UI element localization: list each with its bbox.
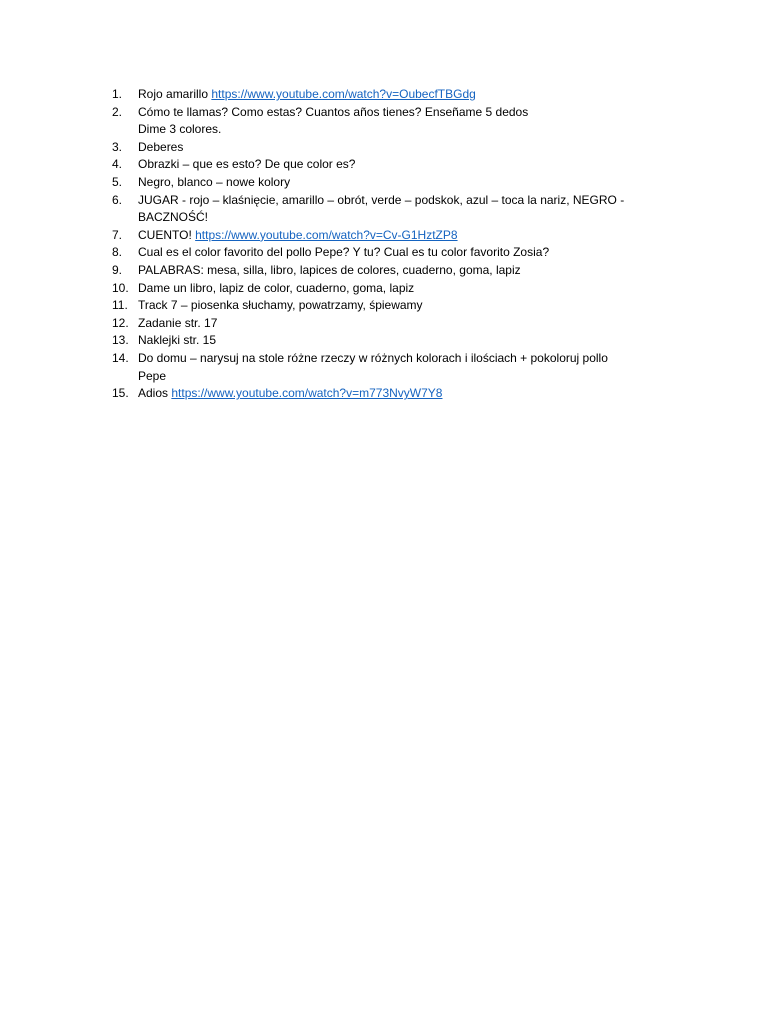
item-number: 1. — [112, 87, 123, 101]
item-text-line: Cómo te llamas? Como estas? Cuantos años tienes? Enseñame 5 dedos — [138, 104, 529, 119]
item-text-line: BACZNOŚĆ! — [138, 210, 209, 225]
item-text-line: JUGAR - rojo – klaśnięcie, amarillo – obrót, verde – podskok, azul – toca la nariz, NEGRO - — [138, 192, 625, 207]
item-number: 11. — [112, 298, 128, 313]
item-number: 9. — [112, 262, 123, 277]
item-number: 6. — [112, 192, 123, 207]
list-item — [104, 315, 664, 333]
item-number: 4. — [112, 157, 123, 172]
item-text-wrapper — [138, 104, 664, 139]
item-text: Rojo amarillo — [138, 87, 212, 101]
item-text-wrapper — [138, 350, 664, 385]
item-number: 8. — [112, 245, 123, 260]
item-number: 13. — [112, 333, 129, 348]
list-item — [104, 297, 664, 315]
list-item — [104, 280, 664, 298]
list-item — [104, 156, 664, 174]
item-text: Obrazki – que es esto? De que color es? — [138, 157, 356, 172]
item-text-wrapper — [138, 227, 664, 245]
item-text-wrapper — [138, 86, 664, 104]
list-item — [104, 227, 664, 245]
list-item — [104, 174, 664, 192]
item-text-wrapper — [138, 385, 664, 403]
list-item — [104, 192, 664, 227]
item-text: Dame un libro, lapiz de color, cuaderno, goma, lapiz — [138, 280, 415, 295]
item-number: 15. — [112, 386, 129, 401]
item-text: Zadanie str. 17 — [138, 315, 218, 330]
item-text: CUENTO! — [138, 227, 196, 242]
item-number: 14. — [112, 350, 129, 365]
lesson-plan-list — [104, 86, 664, 403]
item-text: Deberes — [138, 139, 184, 154]
youtube-link[interactable]: https://www.youtube.com/watch?v=OubecfTBGdg — [211, 87, 476, 101]
list-item — [104, 385, 664, 403]
item-number: 3. — [112, 139, 123, 154]
list-item — [104, 332, 664, 350]
youtube-link[interactable]: https://www.youtube.com/watch?v=Cv-G1HztZP8 — [195, 227, 458, 242]
list-item — [104, 262, 664, 280]
item-text-line: Do domu – narysuj na stole różne rzeczy w różnych kolorach i ilościach + pokoloruj pollo — [138, 350, 608, 365]
item-text: Negro, blanco – nowe kolory — [138, 174, 291, 189]
item-number: 10. — [112, 280, 129, 295]
list-item — [104, 104, 664, 139]
list-item — [104, 139, 664, 157]
youtube-link[interactable]: https://www.youtube.com/watch?v=m773NvyW7Y8 — [171, 386, 443, 401]
item-number: 12. — [112, 315, 129, 330]
item-text: Adios — [138, 386, 172, 401]
item-number: 5. — [112, 174, 123, 189]
item-text: Cual es el color favorito del pollo Pepe? Y tu? Cual es tu color favorito Zosia? — [138, 245, 550, 260]
list-item — [104, 350, 664, 385]
list-item — [104, 86, 664, 104]
item-number: 2. — [112, 104, 123, 119]
item-number: 7. — [112, 227, 123, 242]
list-item — [104, 244, 664, 262]
item-text-line: Dime 3 colores. — [138, 122, 222, 137]
item-text-wrapper — [138, 192, 664, 227]
item-text: Track 7 – piosenka słuchamy, powatrzamy, śpiewamy — [138, 298, 423, 313]
item-text: PALABRAS: mesa, silla, libro, lapices de colores, cuaderno, goma, lapiz — [138, 262, 521, 277]
item-text: Naklejki str. 15 — [138, 333, 217, 348]
item-text-line: Pepe — [138, 368, 167, 383]
